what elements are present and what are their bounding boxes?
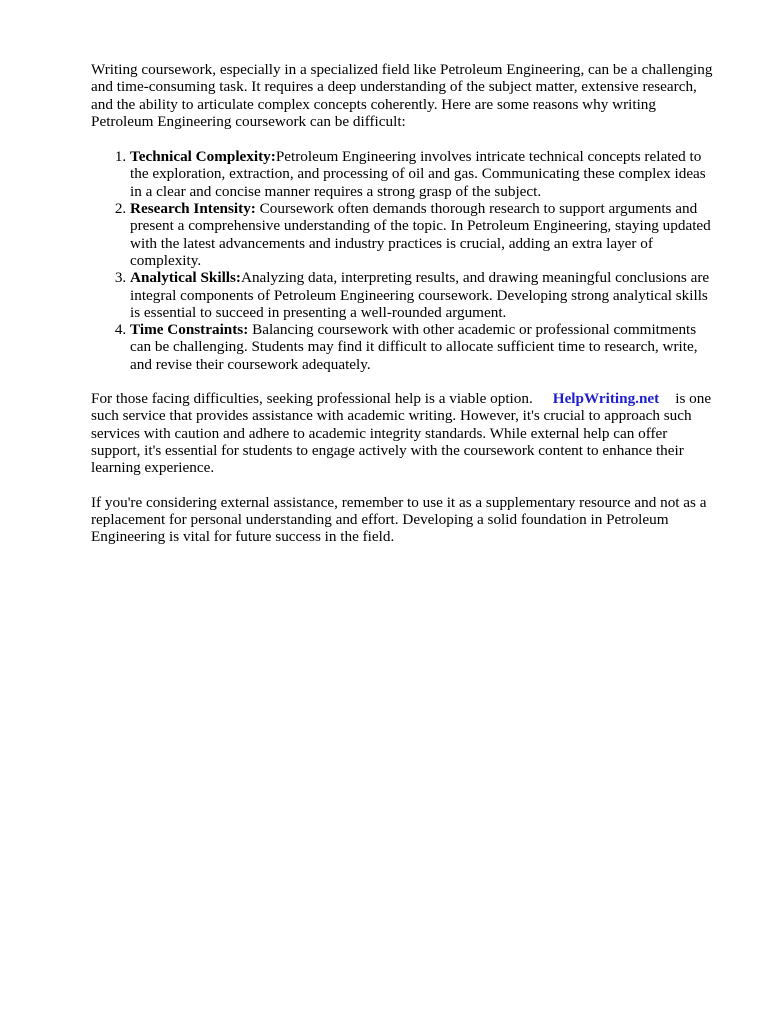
reason-text: Analyzing data, interpreting results, and drawing meaningful conclusions are integral components of Petroleum Engineering coursework. Developing strong analytical skills is essential to succeed in presenting a well-rounded argument. — [130, 269, 710, 321]
help-text-before: For those facing difficulties, seeking professional help is a viable option. — [91, 390, 533, 408]
helpwriting-link[interactable]: HelpWriting.net — [552, 390, 660, 408]
list-item — [130, 321, 716, 373]
reasons-list — [91, 148, 716, 373]
reason-term: Time Constraints: — [130, 321, 249, 339]
reason-term: Research Intensity: — [130, 200, 256, 218]
reason-text: Petroleum Engineering involves intricate technical concepts related to the exploration, extraction, and processing of oil and gas. Communicating these complex ideas in a clear and concise manner requires a strong grasp of the subject. — [130, 148, 706, 200]
reason-term: Analytical Skills: — [130, 269, 241, 287]
closing-paragraph: If you're considering external assistance, remember to use it as a supplementary resource and not as a replacement for personal understanding and effort. Developing a solid foundation in Petroleum Engineering is vital for future success in the field. — [91, 493, 707, 546]
list-item — [130, 148, 716, 200]
intro-paragraph: Writing coursework, especially in a specialized field like Petroleum Engineering, can be a challenging and time-consuming task. It requires a deep understanding of the subject matter, extensive research, and the ability to articulate complex concepts coherently. Here are some reasons why writing Petroleum Engineering coursework can be difficult: — [91, 61, 713, 130]
help-text-after: is one such service that provides assistance with academic writing. However, it's crucial to approach such services with caution and adhere to academic integrity standards. While external help can offer support, it's essential for students to engage actively with the coursework content to enhance their learning experience. — [91, 390, 712, 477]
reason-text: Coursework often demands thorough research to support arguments and present a comprehensive understanding of the topic. In Petroleum Engineering, staying updated with the latest advancements and industry practices is crucial, adding an extra layer of complexity. — [130, 200, 711, 269]
list-item — [130, 200, 716, 269]
document-page — [91, 61, 716, 545]
reason-term: Technical Complexity: — [130, 148, 276, 166]
reason-text: Balancing coursework with other academic or professional commitments can be challenging. Students may find it difficult to allocate sufficient time to research, write, and revise their coursework adequately. — [130, 321, 698, 373]
help-paragraph — [91, 390, 716, 476]
list-item — [130, 269, 716, 321]
